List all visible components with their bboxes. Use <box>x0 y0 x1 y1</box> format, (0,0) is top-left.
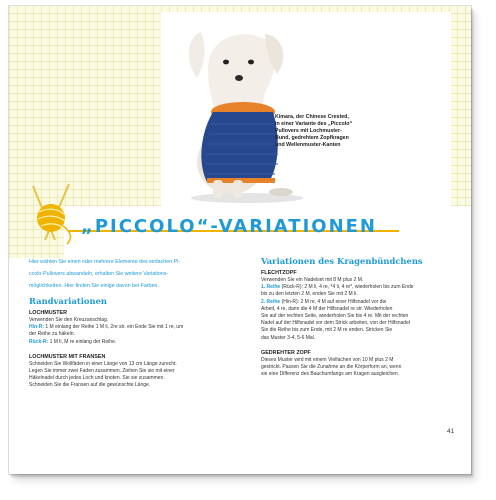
body-line: Schneiden Sie Wollfäden in einer Länge von 13 cm Länge zurecht. <box>29 360 177 367</box>
body-line: gestrickt. Passen Sie die Zunahme an die Körperform an, wenn <box>261 364 402 371</box>
body-line: der Reihe zu häkeln. <box>29 331 75 338</box>
section-title: Randvariationen <box>29 296 107 306</box>
book-page <box>9 6 471 474</box>
body-line: Verwenden Sie den Kreuzanschlag. <box>29 317 109 323</box>
body-line <box>261 284 461 291</box>
row-key: 1. Reihe <box>261 284 281 291</box>
body-line: Schneiden Sie die Fransen auf die gewünschte Länge. <box>29 382 151 389</box>
row-text: (Hin-R): 2 M re, 4 M auf einer Hilfsnadel vor die <box>281 298 387 305</box>
row-text: (Rück-R): 2 M li, 4 re, *4 li, 4 re*, wiederholen bis zum Ende <box>281 284 414 291</box>
body-line: Legen Sie immer zwei Faden zusammen. Ziehen Sie sie mit einer <box>29 368 175 375</box>
row-key: Rück-R: <box>29 338 49 345</box>
body-line: Sie auf der rechten Seite, wiederholen Sie bis 4 re. Mit der rechten <box>261 313 409 320</box>
photo-caption <box>275 114 397 149</box>
subsection-title: LOCHMUSTER MIT FRANSEN <box>29 353 106 360</box>
subsection-title: LOCHMUSTER <box>29 310 68 316</box>
intro-line: ccolo-Pullovers abwandeln, erhalten Sie weitere Variations- <box>29 271 169 277</box>
caption-line: und Wellenmuster-Kanten <box>275 142 341 148</box>
body-line: Nadel auf der Hilfsnadel vor dem Strick arbeiten, von der Hilfsnadel <box>261 320 410 327</box>
body-line: Arbeit, 4 re, dann die 4 M der Hilfsnadel re str. Wiederholen <box>261 305 393 312</box>
body-line: Dieses Muster wird mit einem Vielfachen von 10 M plus 2 M <box>261 356 394 363</box>
left-column <box>29 296 255 390</box>
body-line: bis zu den letzten 2 M, enden Sie mit 2 M li. <box>261 291 358 298</box>
yarn-ball-icon <box>21 178 81 248</box>
body-line: Sie die Reihe bis zum Ende, mit 2 M re enden. Stricken Sie <box>261 327 393 334</box>
subsection-title: GEDREHTER ZOPF <box>261 349 311 356</box>
row-text: 1 M li, M re einlang der Reihe. <box>49 338 117 345</box>
dog-photo <box>161 12 451 208</box>
row-text: 1 M einlang der Reihe 1 M li, 2re str. ein Ende Sie mit 1 re, um <box>45 324 184 331</box>
body-line <box>29 339 255 346</box>
right-column <box>261 256 461 378</box>
page-number: 41 <box>447 428 455 435</box>
caption-line: Kimara, der Chinese Crested, <box>275 114 349 120</box>
body-line: Verwenden Sie ein Nadelset mit 8 M plus 2 M. <box>261 277 364 283</box>
intro-line: Hier wählen Sie einen oder mehrere Elemente des einfachen Pi- <box>29 259 181 265</box>
page-title: „PICCOLO“-VARIATIONEN <box>81 216 377 237</box>
row-key: Hin-R: <box>29 324 44 331</box>
caption-line: Bund, gedrehtem Zopfkragen <box>275 135 349 141</box>
body-line <box>29 324 255 331</box>
row-key: 2. Reihe <box>261 298 281 305</box>
body-line: Häkelnadel durch jedes Loch und knoten. Sie sie zusammen. <box>29 375 165 382</box>
intro-text <box>29 256 253 292</box>
photo-panel <box>161 12 451 208</box>
body-line: sie eine Differenz des Bauchumfangs am Kragen ausgleichen. <box>261 371 400 378</box>
subsection-title: FLECHTZOPF <box>261 270 297 276</box>
caption-line: Pullovers mit Lochmuster- <box>275 128 342 134</box>
body-line: das Muster 3-4, 5-6 Mal. <box>261 334 316 341</box>
intro-line: möglichkeiten. Hier finden Sie einige davon bei Farben. <box>29 283 159 289</box>
section-title: Variationen des Kragenbündchens <box>261 256 423 266</box>
body-line <box>261 299 461 306</box>
caption-line: in einer Variante des „Piccolo“ <box>275 121 353 127</box>
